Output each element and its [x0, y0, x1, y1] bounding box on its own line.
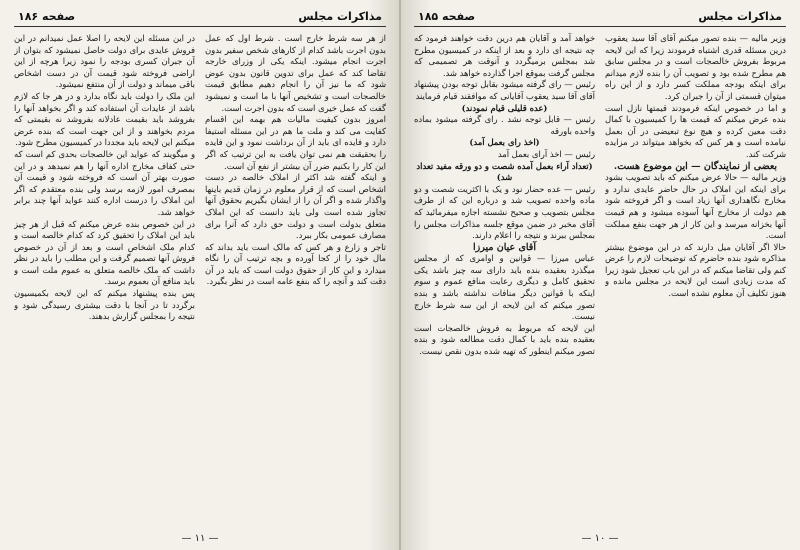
paragraph: و میگویند که عواید این خالصجات بحدی کم است که حتی کفاف مخارج اداره آنها را هم نمیدهد و در این صورت بهتر آن است که فروخته شود و قیمت آن بمصرف امور لازمه برسد ولی بنده معتقدم که اگر این املاک را درست اداره کنند عواید آنها چند برابر خواهد شد. — [14, 148, 195, 217]
text-columns — [14, 33, 386, 533]
procedural-note: (تعداد آراء بعمل آمده شصت و دو ورقه مفید تعداد شد) — [416, 160, 593, 183]
paragraph: در این خصوص بنده عرض میکنم که قبل از هر چیز باید این املاک را تحقیق کرد که کدام خالصه است و کدام ملک اشخاص است و بعد از آن در خصوص فروش آنها تصمیم گرفت و این مطلب را باید در نظر داشت که ملک خالصه متعلق به عموم ملت است و باید منافع آن بعموم برسد. — [14, 218, 195, 287]
paragraph: این لایحه که مربوط به فروش خالصجات است بعقیده بنده باید با کمال دقت مطالعه شود و بنده تصور میکنم اینطور که تهیه شده بدون نقص نیست. — [414, 322, 595, 357]
paragraph: از هر سه شرط خارج است . شرط اول که عمل بدون اجرت باشد کدام از کارهای شخص سفیر بدون اجرت انجام میشود. اینکه یکی از وزرای خارجه تقاضا کند که عمل برای تدوین قانون بدون عوض شود که ما نیز آن را انجام دهیم مطابق قیمت خالصجات است و تشخیص آنها با ما است و نمیشود گفت که عمل خیری است که بدون اجرت است. — [205, 33, 386, 113]
text-columns — [414, 33, 786, 533]
paragraph: و اینکه گفته شد اکثر از املاک خالصه در دست اشخاص است که از قرار معلوم در زمان قدیم باینها واگذار شده و اگر آن را از ایشان بگیریم بحقوق آنها تجاوز شده است ولی باید دانست که این املاک متعلق بدولت است و دولت حق دارد که آنرا برای مصارف عمومی بکار ببرد. — [205, 172, 386, 241]
procedural-note: (عده قلیلی قیام نمودند) — [461, 102, 548, 113]
paragraph: عباس میرزا — قوانین و اوامری که از مجلس میگذرد بعقیده بنده باید دارای سه چیز باشد یکی تحقیق کامل و دیگری رعایت منافع عموم و سوم اینکه با قوانین دیگر منافات نداشته باشد و بنده تصور میکنم که این لایحه از این سه شرط خارج نیست. — [414, 253, 595, 322]
paragraph: وزیر مالیه — حالا عرض میکنم که باید تصویب بشود برای اینکه این املاک در حال حاضر عایدی ندارد و مخارج نگاهداری آنها زیاد است و اگر فروخته شود هم دولت از مخارج آنها آسوده میشود و هم قیمت آنها بخزانه میرسد و این کار از هر جهت بنفع مملکت است. — [605, 172, 786, 241]
procedural-note: (اخذ رای بعمل آمد) — [469, 137, 540, 148]
speaker-line: بعضی از نمایندگان — این موضوع هست. — [613, 160, 778, 172]
header-title: مذاکرات مجلس — [298, 9, 382, 23]
page-185 — [400, 0, 800, 550]
header-title: مذاکرات مجلس — [698, 9, 782, 23]
paragraph: در این مسئله این لایحه را اصلا عمل نمیدانم در این فروش عایدی برای دولت حاصل نمیشود که بتوان از آن جبران کسری بودجه را نمود زیرا هرچه از این اراضی فروخته شود قیمت آن در دست اشخاص باقی میماند و دولت از آن منتفع نمیشود. — [14, 33, 195, 90]
column-left — [14, 33, 195, 533]
paragraph: خواهد آمد و آقایان هم درین دقت خواهند فرمود که چه نتیجه ای دارد و بعد از اینکه در کمیسیون مطرح شد بمجلس برمیگردد و آنوقت هر تصمیمی که مجلس گرفت بموقع اجرا گذارده خواهد شد. — [414, 33, 595, 78]
column-left — [414, 33, 595, 533]
page-footer-number: — ۱۰ — — [581, 533, 619, 544]
paragraph: این ملک را دولت باید نگاه بدارد و در هر جا که لازم باشد از عایدات آن استفاده کند و اگر بخواهد آنها را بفروشد باید بقیمت عادلانه بفروشد نه بقیمتی که مردم بخواهند و از این جهت است که بنده عرض میکنم این لایحه باید مجددا در کمیسیون مطرح شود. — [14, 90, 195, 148]
paragraph: حالا اگر آقایان میل دارند که در این موضوع بیشتر مذاکره شود بنده حاضرم که توضیحات لازم را عرض کنم ولی تقاضا میکنم که در این باب تعجیل شود زیرا که مدت زیادی است این لایحه در مجلس مانده و هنوز تکلیف آن معلوم نشده است. — [605, 241, 786, 299]
column-right — [605, 33, 786, 533]
paragraph: رئیس — قابل توجه نشد . رای گرفته میشود بماده واحده باورقه — [414, 114, 595, 136]
book-gutter — [399, 0, 401, 550]
speaker-heading: آقای عیان میرزا — [473, 241, 536, 253]
paragraph: پس بنده پیشنهاد میکنم که این لایحه بکمیسیون برگردد تا در آنجا با دقت بیشتری رسیدگی شود و نتیجه را بمجلس گزارش بدهند. — [14, 288, 195, 322]
page-header — [414, 8, 786, 27]
header-page-number: صفحه ۱۸۵ — [418, 9, 476, 23]
paragraph: رئیس — اخذ آرای بعمل آمد — [497, 148, 595, 159]
paragraph: تاجر و زارع و هر کس که مالک است باید بداند که مال خود را از کجا آورده و بچه ترتیب آن را نگاه میدارد و این کار از حقوق دولت است که باید در آن دقت کند و آنچه را که بنفع عامه است در نظر بگیرد. — [205, 241, 386, 287]
page-header — [14, 8, 386, 27]
header-page-number: صفحه ۱۸۶ — [18, 9, 76, 23]
paragraph: رئیس — رای گرفته میشود بقابل توجه بودن پیشنهاد آقای آقا سید یعقوب آقایانی که موافقند قیام فرمایند — [414, 79, 595, 101]
column-right — [205, 33, 386, 533]
paragraph: وزیر مالیه — بنده تصور میکنم آقای آقا سید یعقوب درین مسئله قدری اشتباه فرمودند زیرا که این لایحه مربوط بفروش خالصجات است و در مجلس سابق هم مطرح شده بود و تصویب آن را بنده لازم میدانم برای اینکه بودجه مملکت کسر دارد و از این راه میتوان قسمتی از آن را جبران کرد. — [605, 33, 786, 101]
page-footer-number: — ۱۱ — — [181, 533, 219, 544]
paragraph: رئیس — عده حضار نود و یک با اکثریت شصت و دو ماده واحده تصویب شد و درباره این که از طرف مجلس بتصویب و صحیح نشسته اجازه میفرمائید که آقای مخبر در ضمن موقع جلسه مذاکرات مجلس را بمجلس ببرند و نتیجه را اعلام دارند. — [414, 183, 595, 241]
paragraph: امروز بدون کیفیت مالیات هم بهمه این اقسام کفایت می کند و ملت ما هم در این مسئله استیفا دارد و فایده ای باید از آن برداشت نمود و این فایده را بحقیقت هم نمی توان یافت به این ترتیب که اگر این کار را بکنیم ضرر آن بیشتر از نفع آن است. — [205, 114, 386, 171]
paragraph: و اما در خصوص اینکه فرمودند قیمتها نازل است بنده عرض میکنم که قیمت ها را کمیسیون با کمال دقت معین کرده و هیچ نوع تبعیضی در آن بعمل نیامده است و هر کس که بخواهد میتواند در مزایده شرکت کند. — [605, 102, 786, 159]
